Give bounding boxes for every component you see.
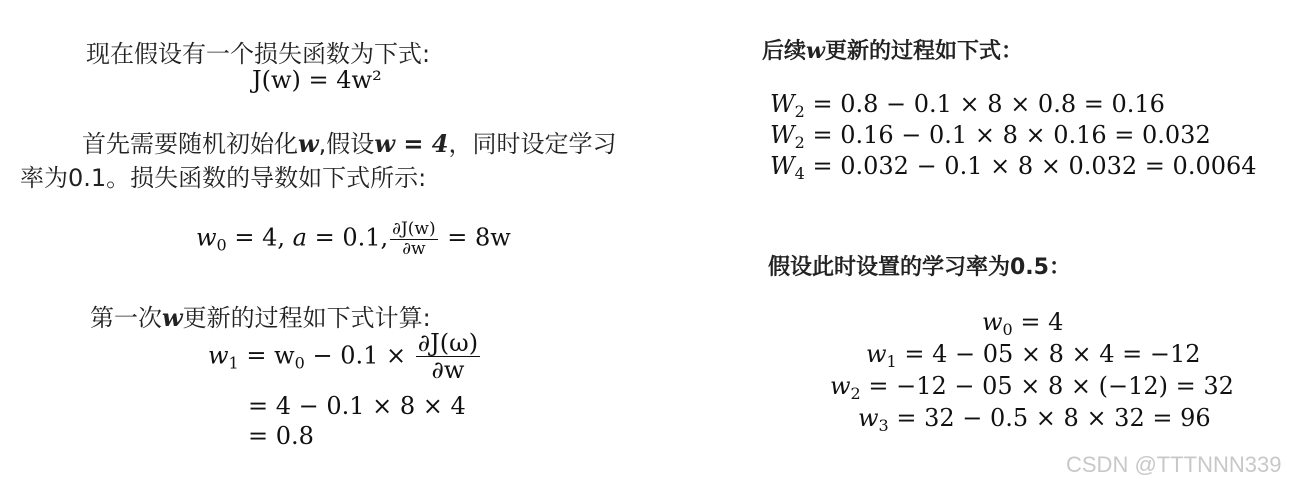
- first-update-pre: 第一次: [90, 304, 162, 332]
- update-line-1: $W_2 = 0.8 - 0.1 \times 8 \times 0.8 = 0.16$: [770, 90, 1165, 121]
- first-update-eq: = w: [238, 341, 295, 370]
- lr-2-sub: 1: [886, 352, 897, 371]
- init-line-1-w: w: [298, 129, 319, 158]
- lr-4-rhs: = 32 − 0.5 × 8 × 32 = 96: [888, 404, 1211, 432]
- first-update-line-2: = 4 − 0.1 × 8 × 4: [248, 392, 466, 420]
- derivative-numerator: ∂J(w): [392, 219, 436, 239]
- heading-w: w: [806, 38, 825, 64]
- lr-3-sub: 2: [850, 384, 861, 403]
- first-update-frac-num: ∂J(ω): [417, 329, 479, 357]
- param-w0: 4: [262, 223, 278, 252]
- lr-line-4: $w_3 = 32 - 0.5 \times 8 \times 32 = 96$: [858, 404, 1211, 435]
- heading-pre: 后续: [762, 39, 807, 64]
- update-line-3: $W_4 = 0.032 - 0.1 \times 8 \times 0.032 = 0.0064$: [770, 152, 1257, 183]
- lr-1-rhs: = 4: [1012, 308, 1064, 336]
- init-line-1-pre: 首先需要随机初始化: [82, 130, 298, 158]
- update-1-sub: 2: [794, 102, 805, 121]
- loss-formula: J(w) = 4w²: [252, 66, 382, 94]
- watermark: CSDN @TTTNNN339: [1066, 452, 1282, 477]
- init-line-1-assign: w = 4: [374, 129, 449, 158]
- first-update-line-3: = 0.8: [248, 422, 314, 450]
- lr-2-rhs: = 4 − 05 × 8 × 4 = −12: [896, 340, 1201, 368]
- update-line-2: $W_2 = 0.16 - 0.1 \times 8 \times 0.16 = 0.032$: [770, 121, 1211, 152]
- lr-4-sub: 3: [878, 416, 889, 435]
- first-update-frac-den: ∂w: [431, 356, 465, 385]
- derivative-denominator: ∂w: [402, 238, 426, 259]
- param-a: 0.1: [342, 223, 381, 252]
- init-line-2: 率为0.1。损失函数的导数如下式所示:: [20, 164, 427, 192]
- heading-post: 更新的过程如下式：: [824, 39, 1023, 64]
- lr-line-3: $w_2 = -12 - 05 \times 8 \times (-12) = 32$: [830, 372, 1234, 403]
- first-update-fraction: [416, 330, 480, 384]
- lr-line-1: $w_0 = 4$: [982, 308, 1064, 339]
- init-line-1-mid: ,假设: [318, 130, 375, 158]
- update-1-rhs: = 0.8 − 0.1 × 8 × 0.8 = 0.16: [804, 90, 1165, 118]
- derivative-fraction: [390, 220, 437, 258]
- first-update-post: 更新的过程如下式计算:: [182, 304, 431, 332]
- intro-text: 现在假设有一个损失函数为下式:: [86, 40, 431, 68]
- first-update-heading: [90, 298, 431, 333]
- lr-3-rhs: = −12 − 05 × 8 × (−12) = 32: [860, 372, 1234, 400]
- first-update-w: w: [162, 303, 183, 332]
- update-3-rhs: = 0.032 − 0.1 × 8 × 0.032 = 0.0064: [804, 152, 1257, 180]
- first-update-line-1: $w_1 = w_0 - 0.1$ × $\frac{\partial J(\omega)}{\partial w}$: [208, 329, 479, 385]
- init-line-1: [82, 124, 617, 159]
- lr-1-sub: 0: [1002, 320, 1013, 339]
- update-2-rhs: = 0.16 − 0.1 × 8 × 0.16 = 0.032: [804, 121, 1211, 149]
- lr-line-2: $w_1 = 4 - 05 \times 8 \times 4 = -12$: [866, 340, 1201, 371]
- init-line-1-post: ，同时设定学习: [448, 130, 617, 158]
- first-update-mid: − 0.1 ×: [304, 341, 414, 370]
- update-3-sub: 4: [794, 164, 805, 183]
- subsequent-updates-heading: [762, 34, 1023, 65]
- params-formula: $w_0 = 4$, a = 0.1, $\frac{\partial J(w)}{\partial w}$ = 8w: [196, 219, 511, 259]
- derivative-rhs: = 8w: [447, 223, 511, 252]
- learning-rate-heading: 假设此时设置的学习率为0.5：: [768, 255, 1071, 280]
- update-2-sub: 2: [794, 133, 805, 152]
